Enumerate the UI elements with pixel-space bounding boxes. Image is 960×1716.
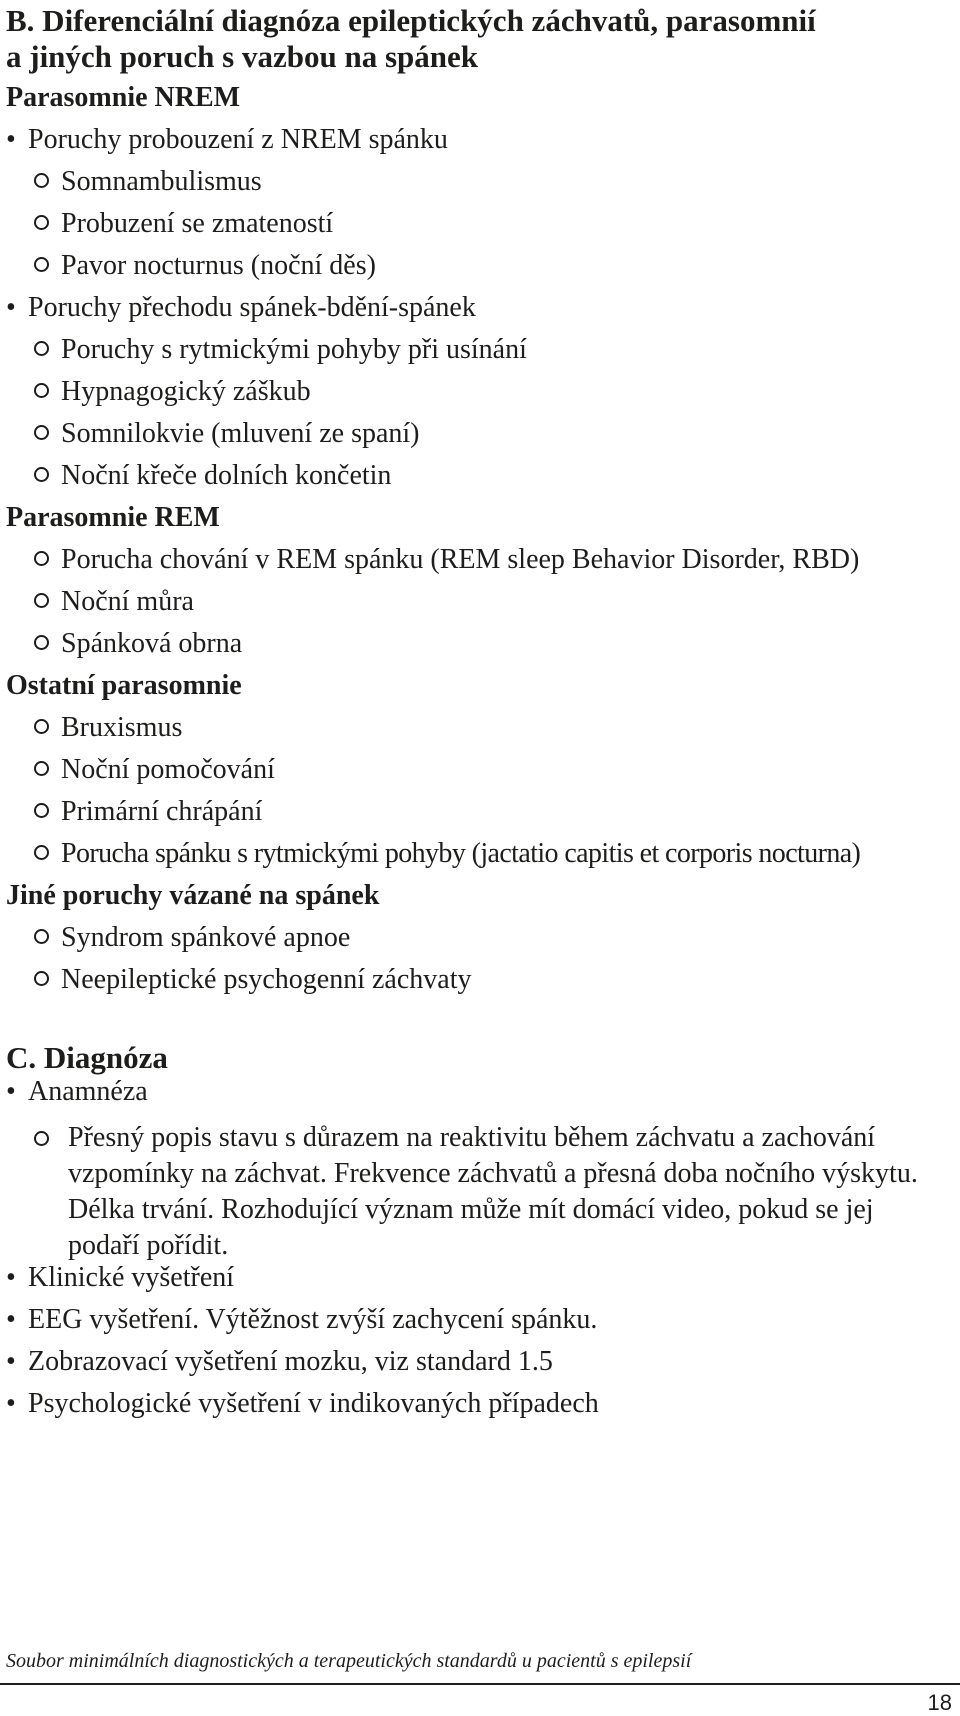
bullet-icon: • [6,1076,16,1107]
bullet-icon: • [6,124,16,155]
list-item: Noční můra [34,586,194,618]
paragraph-line: Přesný popis stavu s důrazem na reaktivitu během záchvatu a zachování [68,1122,876,1153]
paragraph-line: vzpomínky na záchvat. Frekvence záchvatů a přesná doba nočního výskytu. [68,1158,918,1189]
circle-bullet-icon [34,173,49,188]
list-item: Bruxismus [34,712,182,744]
bullet-item: • Anamnéza [6,1076,148,1107]
list-item: Probuzení se zmateností [34,208,333,240]
circle-bullet-icon [34,341,49,356]
circle-bullet-icon [34,383,49,398]
circle-bullet-icon [34,593,49,608]
footer-text: Soubor minimálních diagnostických a terapeutických standardů u pacientů s epilepsií [6,1650,692,1672]
heading-parasomnie-nrem: Parasomnie NREM [6,82,241,113]
list-item: Pavor nocturnus (noční děs) [34,250,376,282]
circle-bullet-icon [34,425,49,440]
bullet-item: • Klinické vyšetření [6,1262,235,1293]
heading-jine-poruchy: Jiné poruchy vázané na spánek [6,880,380,911]
circle-bullet-icon [34,215,49,230]
circle-bullet-icon [34,719,49,734]
bullet-item: • EEG vyšetření. Výtěžnost zvýší zachycení spánku. [6,1304,598,1335]
bullet-icon: • [6,1346,16,1377]
circle-bullet-icon [34,971,49,986]
bullet-item: • Poruchy přechodu spánek-bdění-spánek [6,292,476,323]
circle-bullet-icon [34,635,49,650]
bullet-item: • Poruchy probouzení z NREM spánku [6,124,448,155]
bullet-icon: • [6,1304,16,1335]
circle-bullet-icon [34,803,49,818]
list-item: Primární chrápání [34,796,262,828]
bullet-icon: • [6,1388,16,1419]
list-item: Somnambulismus [34,166,262,198]
list-item: Spánková obrna [34,628,242,660]
circle-bullet-icon [34,1131,49,1146]
list-item: Poruchy s rytmickými pohyby při usínání [34,334,527,366]
list-item: Noční křeče dolních končetin [34,460,391,492]
list-item: Neepileptické psychogenní záchvaty [34,964,472,996]
footer-divider [0,1683,960,1685]
list-item: Porucha spánku s rytmickými pohyby (jactatio capitis et corporis nocturna) [34,838,860,870]
bullet-icon: • [6,1262,16,1293]
list-item: Hypnagogický záškub [34,376,311,408]
circle-bullet-icon [34,551,49,566]
bullet-icon: • [6,292,16,323]
list-item: Syndrom spánkové apnoe [34,922,350,954]
section-title-line-1: B. Diferenciální diagnóza epileptických záchvatů, parasomnií [6,3,816,38]
bullet-item: • Psychologické vyšetření v indikovaných případech [6,1388,599,1419]
list-item: Porucha chování v REM spánku (REM sleep Behavior Disorder, RBD) [34,544,859,576]
heading-parasomnie-rem: Parasomnie REM [6,502,220,533]
circle-bullet-icon [34,845,49,860]
circle-bullet-icon [34,761,49,776]
paragraph-line: podaří pořídit. [68,1230,229,1261]
heading-diagnoza: C. Diagnóza [6,1040,168,1075]
page-number: 18 [927,1690,952,1715]
list-item: Noční pomočování [34,754,275,786]
section-title-line-2: a jiných poruch s vazbou na spánek [6,39,479,74]
heading-ostatni-parasomnie: Ostatní parasomnie [6,670,242,701]
anamneza-detail [34,1120,954,1264]
circle-bullet-icon [34,467,49,482]
circle-bullet-icon [34,257,49,272]
paragraph-line: Délka trvání. Rozhodující význam může mít domácí video, pokud se jej [68,1194,874,1225]
bullet-item: • Zobrazovací vyšetření mozku, viz standard 1.5 [6,1346,553,1377]
list-item: Somnilokvie (mluvení ze spaní) [34,418,420,450]
circle-bullet-icon [34,929,49,944]
